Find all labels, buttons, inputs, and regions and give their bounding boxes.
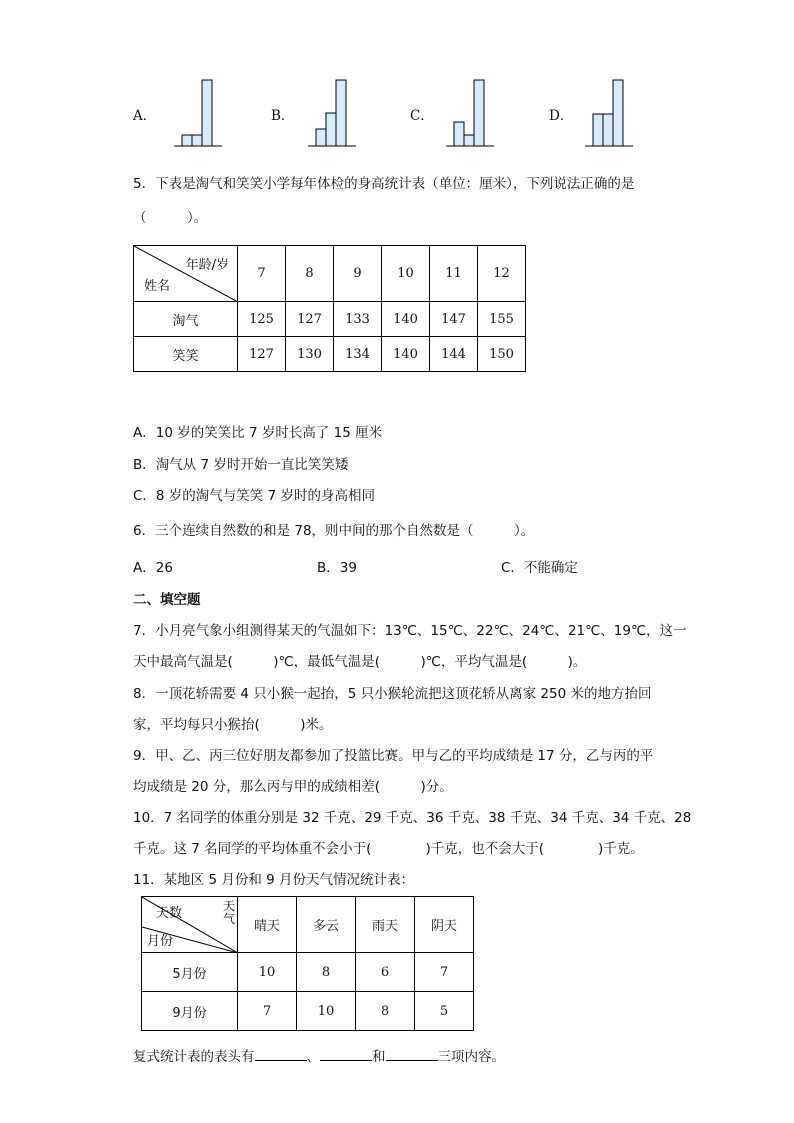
table-row xyxy=(142,992,474,1031)
q5-cell: 127 xyxy=(238,337,286,372)
q4-bar xyxy=(593,114,603,146)
q5-cell: 140 xyxy=(382,337,430,372)
q5-cell: 127 xyxy=(286,302,334,337)
q5-age-cell: 9 xyxy=(334,246,382,302)
q4-option-c-chart xyxy=(444,76,496,148)
q5-cell: 144 xyxy=(430,337,478,372)
q11-row-month: 9月份 xyxy=(142,992,238,1031)
q8-line1: 8．一顶花轿需要 4 只小猴一起抬，5 只小猴轮流把这顶花轿从离家 250 米的地方抬回 xyxy=(133,686,652,702)
q4-bar xyxy=(202,80,212,146)
q5-age-cell: 10 xyxy=(382,246,430,302)
q5-row-name: 笑笑 xyxy=(134,337,238,372)
q5-age-cell: 7 xyxy=(238,246,286,302)
q5-age-cell: 11 xyxy=(430,246,478,302)
q5-option-a: A．10 岁的笑笑比 7 岁时长高了 15 厘米 xyxy=(133,425,383,441)
q4-bar xyxy=(603,114,613,146)
q5-cell: 125 xyxy=(238,302,286,337)
q5-header-corner xyxy=(134,246,238,302)
q11-footer-sep1: 、 xyxy=(306,1049,320,1065)
q11-cell: 8 xyxy=(356,992,415,1031)
q7-line1: 7．小月亮气象小组测得某天的气温如下：13℃、15℃、22℃、24℃、21℃、19℃，这一 xyxy=(133,623,687,639)
q6-option-c: C．不能确定 xyxy=(501,560,578,576)
q11-header-corner xyxy=(142,897,238,953)
q4-bar xyxy=(182,135,192,146)
q11-row-month: 5月份 xyxy=(142,953,238,992)
q5-option-b: B．淘气从 7 岁时开始一直比笑笑矮 xyxy=(133,457,349,473)
q10-line2: 千克。这 7 名同学的平均体重不会小于( )千克，也不会大于( )千克。 xyxy=(133,841,644,857)
q11-footer-suffix: 三项内容。 xyxy=(437,1049,505,1065)
q4-bar xyxy=(464,135,474,146)
q11-weather-rainy: 雨天 xyxy=(356,897,415,953)
q11-cell: 5 xyxy=(415,992,474,1031)
q6-option-a: A．26 xyxy=(133,560,173,576)
q4-bar xyxy=(474,80,484,146)
q11-header-days: 天数 xyxy=(156,906,183,921)
q11-cell: 7 xyxy=(415,953,474,992)
q5-cell: 147 xyxy=(430,302,478,337)
q4-bar xyxy=(192,135,202,146)
q11-footer-sep2: 和 xyxy=(372,1049,386,1065)
q10-line1: 10．7 名同学的体重分别是 32 千克、29 千克、36 千克、38 千克、34 千克、34 千克、28 xyxy=(133,810,692,826)
q11-cell: 8 xyxy=(297,953,356,992)
q5-row-name: 淘气 xyxy=(134,302,238,337)
q8-line2: 家，平均每只小猴抬( )米。 xyxy=(133,717,333,733)
answer-blank[interactable] xyxy=(386,1048,438,1061)
q5-cell: 134 xyxy=(334,337,382,372)
q4-option-b-label: B． xyxy=(271,108,295,124)
q4-option-b-chart xyxy=(306,76,358,148)
q11-cell: 10 xyxy=(238,953,297,992)
q11-header-weather-2: 气 xyxy=(222,912,235,926)
q5-cell: 150 xyxy=(478,337,526,372)
q11-header-weather-1: 天 xyxy=(222,899,235,913)
q11-weather-cloudy: 多云 xyxy=(297,897,356,953)
q5-header-age: 年龄/岁 xyxy=(185,258,229,273)
q4-bar xyxy=(326,113,336,146)
q5-stem-line2: （ ）。 xyxy=(133,210,208,226)
table-row xyxy=(142,953,474,992)
q7-line2: 天中最高气温是( )℃，最低气温是( )℃，平均气温是( )。 xyxy=(133,654,587,670)
q4-bar xyxy=(336,80,346,146)
q5-cell: 155 xyxy=(478,302,526,337)
q4-bar xyxy=(454,122,464,146)
table-row xyxy=(134,302,526,337)
q11-cell: 10 xyxy=(297,992,356,1031)
q11-cell: 7 xyxy=(238,992,297,1031)
q9-line2: 均成绩是 20 分，那么丙与甲的成绩相差( )分。 xyxy=(133,779,453,795)
q5-cell: 130 xyxy=(286,337,334,372)
q5-cell: 140 xyxy=(382,302,430,337)
answer-blank[interactable] xyxy=(320,1048,372,1061)
q5-age-cell: 12 xyxy=(478,246,526,302)
q5-stem-line1: 5．下表是淘气和笑笑小学每年体检的身高统计表（单位：厘米），下列说法正确的是 xyxy=(133,176,635,192)
q4-option-a-label: A． xyxy=(133,108,157,124)
q5-cell: 133 xyxy=(334,302,382,337)
q5-option-c: C．8 岁的淘气与笑笑 7 岁时的身高相同 xyxy=(133,488,375,504)
q5-age-cell: 8 xyxy=(286,246,334,302)
q11-weather-sunny: 晴天 xyxy=(238,897,297,953)
q6-option-b: B．39 xyxy=(317,560,357,576)
q6-stem: 6．三个连续自然数的和是 78，则中间的那个自然数是（ ）。 xyxy=(133,523,535,539)
q9-line1: 9．甲、乙、丙三位好朋友都参加了投篮比赛。甲与乙的平均成绩是 17 分，乙与丙的平 xyxy=(133,748,654,764)
q5-height-table xyxy=(133,245,526,372)
q4-option-c-label: C． xyxy=(410,108,434,124)
section-title-fill-in: 二、填空题 xyxy=(133,592,201,608)
q11-cell: 6 xyxy=(356,953,415,992)
q4-bar xyxy=(613,80,623,146)
q4-bar xyxy=(316,129,326,146)
q4-option-a-chart xyxy=(172,76,224,148)
table-row xyxy=(134,337,526,372)
q4-option-d-label: D． xyxy=(549,108,574,124)
q11-footer xyxy=(133,1045,505,1065)
q5-header-name: 姓名 xyxy=(144,279,171,294)
q11-footer-prefix: 复式统计表的表头有 xyxy=(133,1049,255,1065)
q4-option-d-chart xyxy=(583,76,635,148)
answer-blank[interactable] xyxy=(255,1048,307,1061)
q11-header-month: 月份 xyxy=(147,934,174,949)
q11-weather-table xyxy=(141,896,474,1031)
q11-stem: 11．某地区 5 月份和 9 月份天气情况统计表： xyxy=(133,872,415,888)
q11-weather-overcast: 阴天 xyxy=(415,897,474,953)
